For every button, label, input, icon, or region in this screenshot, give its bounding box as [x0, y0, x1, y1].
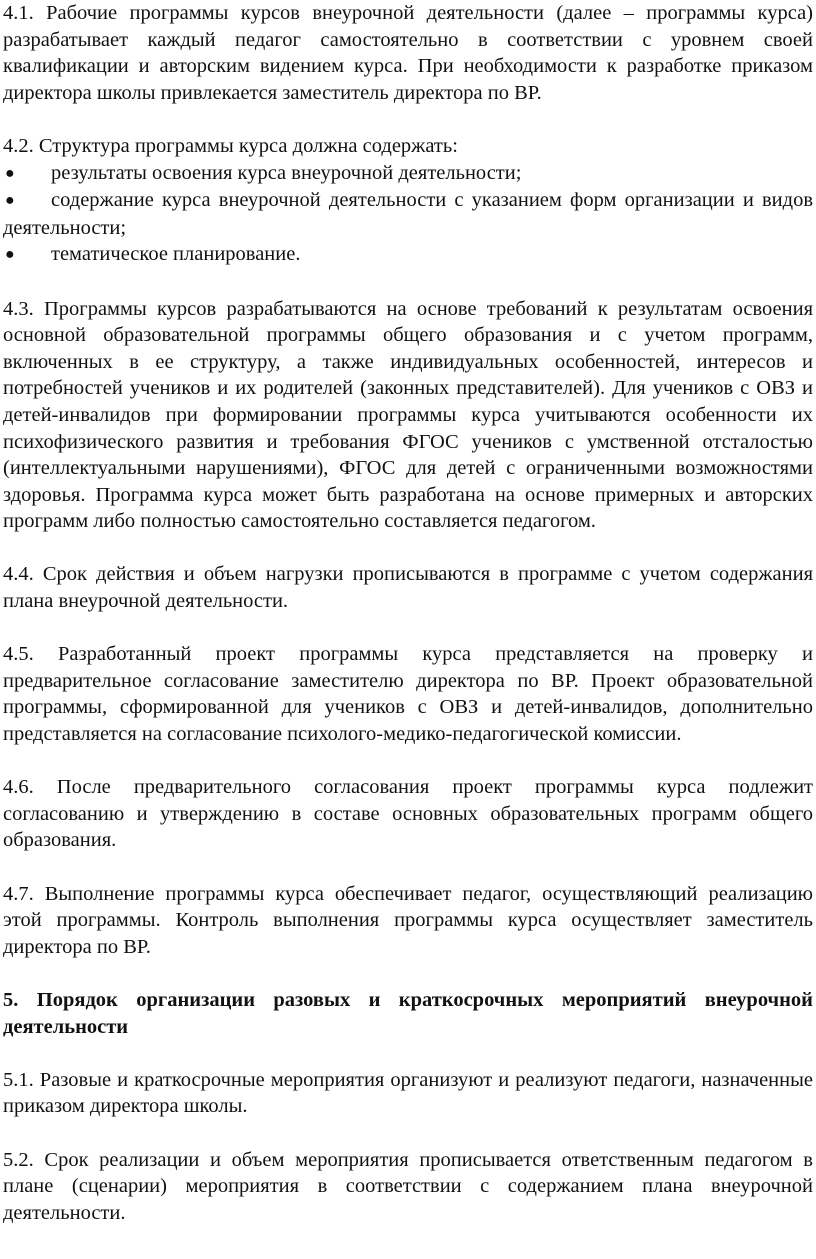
section-4-2 [3, 133, 813, 269]
list-item-text: результаты освоения курса внеурочной деятельности; [51, 161, 522, 184]
paragraph-4-3: 4.3. Программы курсов разрабатываются на основе требований к результатам освоения основной образовательной программы общего образования и с учетом программ, включенных в ее структуру, а также индивидуальных особенностей, интересов и потребностей учеников и их родителей (законных представителей). Для учеников с ОВЗ и детей-инвалидов при формировании программы курса учитываются особенности их психофизического развития и требования ФГОС учеников с умственной отсталостью (интеллектуальными нарушениями), ФГОС для детей с ограниченными возможностями здоровья. Программа курса может быть разработана на основе примерных и авторских программ либо полностью самостоятельно составляется педагогом. [3, 297, 813, 533]
paragraph-4-6: 4.6. После предварительного согласования проект программы курса подлежит согласованию и утверждению в составе основных образовательных программ общего образования. [3, 776, 813, 852]
bullet-icon: ● [5, 246, 15, 264]
document-page [3, 0, 813, 1253]
paragraph-4-5: 4.5. Разработанный проект программы курса представляется на проверку и предварительное согласование заместителю директора по ВР. Проект образовательной программы, сформированной для учеников с ОВЗ и детей-инвалидов, дополнительно представляется на согласование психолого-медико-педагогической комиссии. [3, 643, 813, 746]
paragraph-4-7: 4.7. Выполнение программы курса обеспечивает педагог, осуществляющий реализацию этой программы. Контроль выполнения программы курса осуществляет заместитель директора по ВР. [3, 882, 813, 958]
bullet-icon: ● [5, 192, 15, 210]
paragraph-5-2: 5.2. Срок реализации и объем мероприятия прописывается ответственным педагогом в плане (сценарии) мероприятия в соответствии с содержанием плана внеурочной деятельности. [3, 1148, 813, 1224]
section-5-heading: 5. Порядок организации разовых и краткосрочных мероприятий внеурочной деятельности [3, 988, 813, 1038]
list-item-text: тематическое планирование. [51, 243, 301, 266]
paragraph-5-1: 5.1. Разовые и краткосрочные мероприятия организуют и реализуют педагоги, назначенные приказом директора школы. [3, 1068, 813, 1118]
paragraph-4-4: 4.4. Срок действия и объем нагрузки прописываются в программе с учетом содержания плана внеурочной деятельности. [3, 563, 813, 613]
list-item [3, 241, 813, 269]
paragraph-4-1: 4.1. Рабочие программы курсов внеурочной деятельности (далее – программы курса) разрабатывает каждый педагог самостоятельно в соответствии с уровнем своей квалификации и авторским видением курса. При необходимости к разработке приказом директора школы привлекается заместитель директора по ВР. [3, 2, 813, 104]
list-item-text: содержание курса внеурочной деятельности с указанием форм организации и видов деятельности; [3, 189, 813, 239]
list-item [3, 160, 813, 188]
bullet-icon: ● [5, 164, 15, 182]
structure-list [3, 160, 813, 269]
list-item [3, 187, 813, 241]
paragraph-4-2-intro: 4.2. Структура программы курса должна содержать: [3, 134, 458, 157]
